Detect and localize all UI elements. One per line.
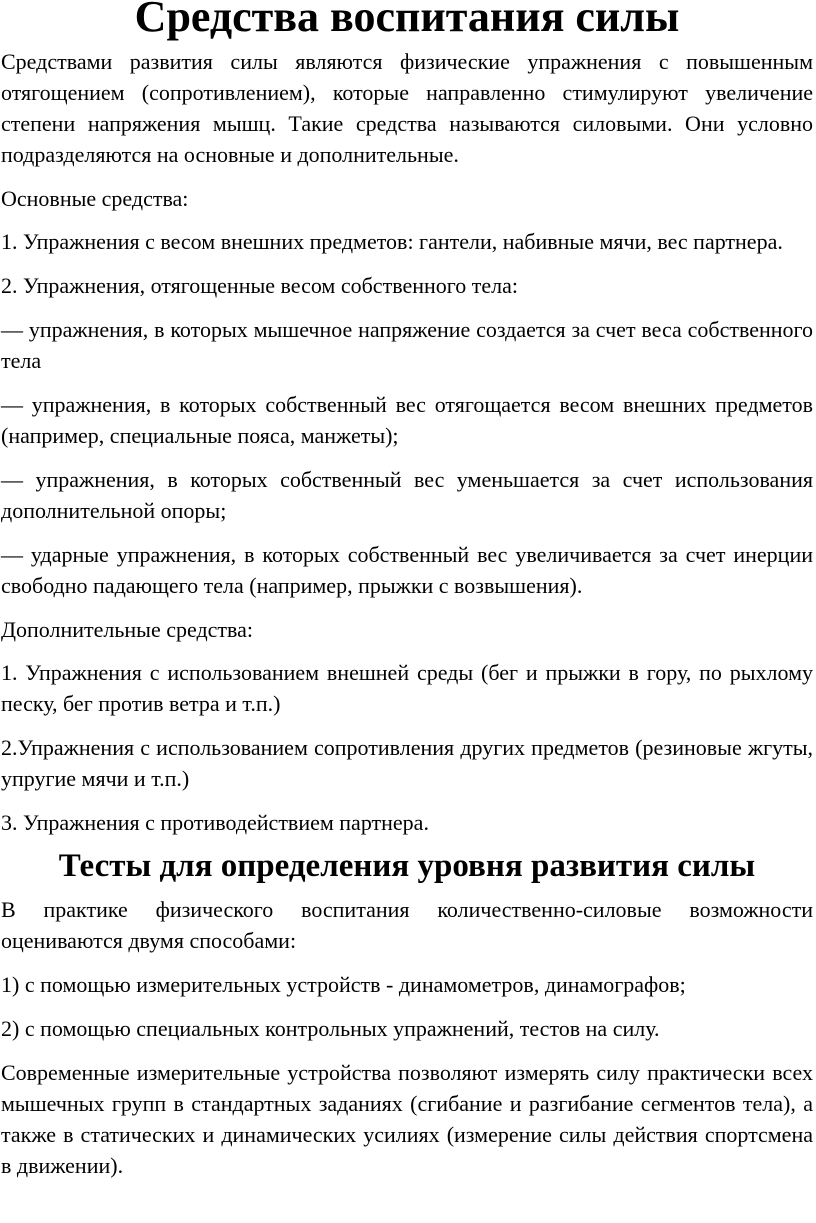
- dash-item-2: — упражнения, в которых собственный вес отягощается весом внешних предметов (например, специальные пояса, манжеты);: [1, 392, 813, 448]
- extra-means-item-2: 2.Упражнения с использованием сопротивления других предметов (резиновые жгуты, упругие мячи и т.п.): [1, 735, 813, 791]
- intro-paragraph: Средствами развития силы являются физические упражнения с повышенным отягощением (сопротивлением), которые направленно стимулируют увеличение степени напряжения мышц. Такие средства называются силовыми. Они условно подразделяются на основные и дополнительные.: [1, 49, 813, 167]
- conclusion-paragraph: Современные измерительные устройства позволяют измерять силу практически всех мышечных групп в стандартных заданиях (сгибание и разгибание сегментов тела), а также в статических и динамических усилиях (измерение силы действия спортсмена в движении).: [1, 1060, 813, 1178]
- main-means-item-2: 2. Упражнения, отягощенные весом собственного тела:: [1, 273, 518, 298]
- method-item-1: 1) с помощью измерительных устройств - динамометров, динамографов;: [1, 972, 686, 997]
- method-item-2: 2) с помощью специальных контрольных упражнений, тестов на силу.: [1, 1016, 660, 1041]
- main-means-label: Основные средства:: [1, 186, 189, 211]
- section-title-strength-tests: Тесты для определения уровня развития силы: [58, 848, 756, 884]
- dash-item-4: — ударные упражнения, в которых собственный вес увеличивается за счет инерции свободно падающего тела (например, прыжки с возвышения).: [1, 542, 813, 598]
- tests-intro-paragraph: В практике физического воспитания количественно-силовые возможности оцениваются двумя способами:: [1, 897, 813, 953]
- dash-item-1: — упражнения, в которых мышечное напряжение создается за счет веса собственного тела: [1, 317, 813, 373]
- extra-means-label: Дополнительные средства:: [1, 617, 254, 642]
- dash-item-3: — упражнения, в которых собственный вес уменьшается за счет использования дополнительной опоры;: [1, 467, 813, 523]
- extra-means-item-1: 1. Упражнения с использованием внешней среды (бег и прыжки в гору, по рыхлому песку, бег против ветра и т.п.): [1, 660, 813, 716]
- section-title-strength-means: Средства воспитания силы: [134, 0, 680, 41]
- extra-means-item-3: 3. Упражнения с противодействием партнера.: [1, 810, 429, 835]
- main-means-item-1: 1. Упражнения с весом внешних предметов: гантели, набивные мячи, вес партнера.: [1, 229, 783, 254]
